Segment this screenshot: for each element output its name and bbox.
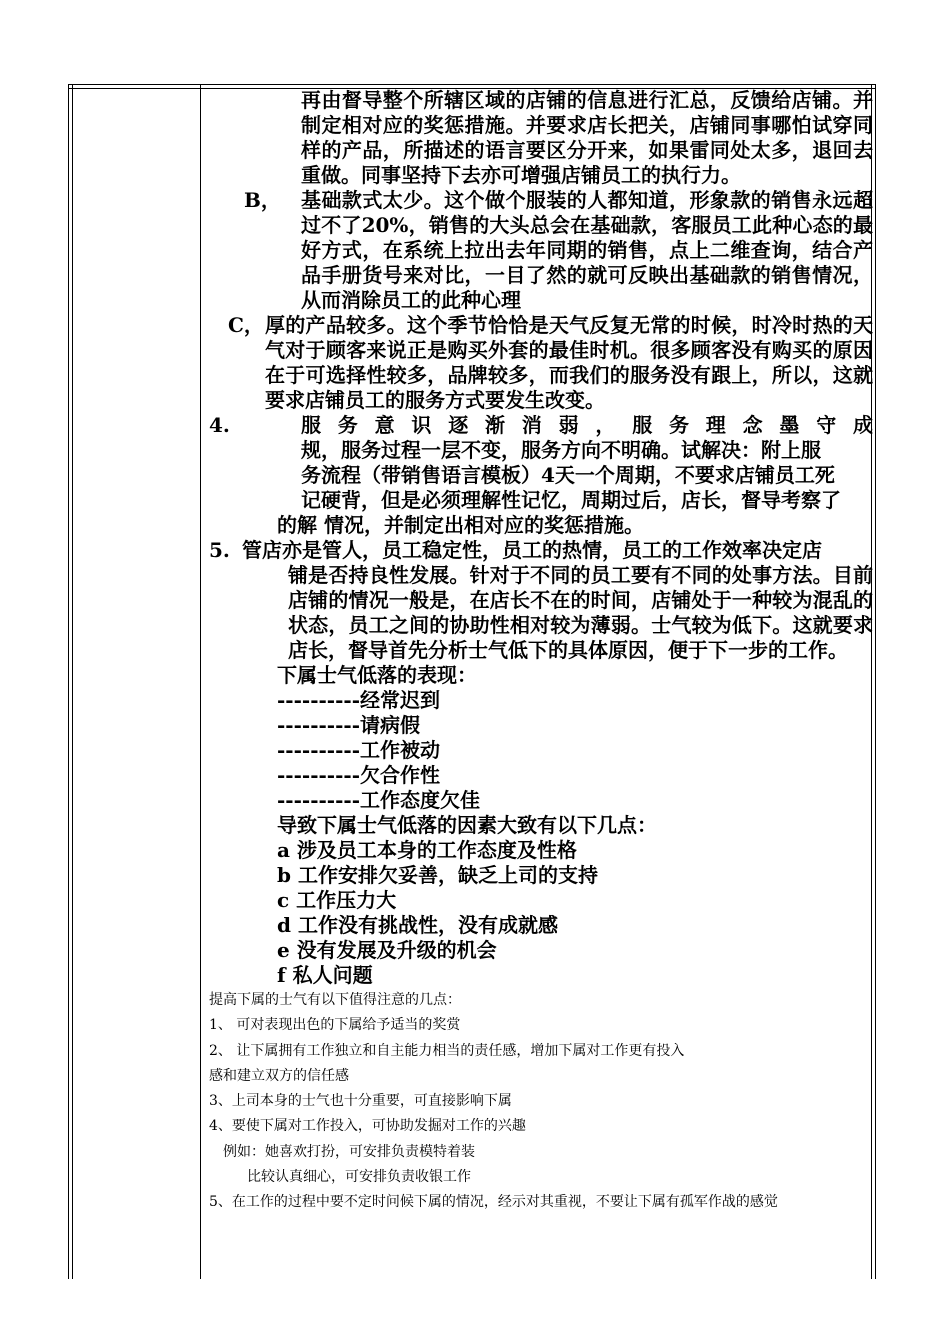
tip-example: 比较认真细心，可安排负责收银工作 xyxy=(247,1169,471,1186)
tip-item: 1、 可对表现出色的下属给予适当的奖赏 xyxy=(209,1017,461,1034)
table-border-right xyxy=(875,84,876,1279)
item-4-line4: 记硬背，但是必须理解性记忆，周期过后，店长，督导考察了 xyxy=(301,488,841,512)
item-c xyxy=(201,313,873,413)
item-b-label: B， xyxy=(244,188,281,212)
tip-item: 4、要使下属对工作投入，可协助发掘对工作的兴趣 xyxy=(209,1118,526,1135)
paragraph-supervisor-summary: 再由督导整个所辖区域的店铺的信息进行汇总，反馈给店铺。并制定相对应的奖惩措施。并要求店长把关，店铺同事哪怕试穿同样的产品，所描述的语言要区分开来，如果雷同处太多，退回去重做。同事坚持下去亦可增强店铺员工的执行力。 xyxy=(301,88,873,187)
list-item: f 私人问题 xyxy=(277,963,373,987)
list-item: ----------欠合作性 xyxy=(277,763,441,787)
tip-item: 感和建立双方的信任感 xyxy=(209,1067,349,1084)
tip-item: 5、在工作的过程中要不定时问候下属的情况，经示对其重视，不要让下属有孤军作战的感觉 xyxy=(209,1194,778,1211)
tip-example: 例如：她喜欢打扮，可安排负责模特着装 xyxy=(223,1143,475,1160)
item-5-rest: 铺是否持良性发展。针对于不同的员工要有不同的处事方法。目前店铺的情况一般是，在店长不在的时间，店铺处于一种较为混乱的状态，员工之间的协助性相对较为薄弱。士气较为低下。这就要求店长，督导首先分析士气低下的具体原因，便于下一步的工作。 xyxy=(288,563,873,662)
item-4-line5: 的解 情况，并制定出相对应的奖惩措施。 xyxy=(277,513,644,537)
item-4-line2: 规，服务过程一层不变，服务方向不明确。试解决：附上服 xyxy=(301,438,821,462)
item-b-text: 基础款式太少。这个做个服装的人都知道，形象款的销售永远超过不了20%，销售的大头总会在基础款，客服员工此种心态的最好方式，在系统上拉出去年同期的销售，点上二维查询，结合产品手册货号来对比，一目了然的就可反映出基础款的销售情况，从而消除员工的此种心理 xyxy=(301,188,873,312)
item-4-line1: 服 务 意 识 逐 渐 消 弱 ， 服 务 理 念 墨 守 成 xyxy=(301,413,873,437)
item-5 xyxy=(201,538,873,563)
document-table xyxy=(68,84,876,1279)
item-c-label: C， xyxy=(228,313,264,337)
tip-item: 3、上司本身的士气也十分重要，可直接影响下属 xyxy=(209,1093,512,1110)
list-item: ----------请病假 xyxy=(277,713,421,737)
factors-title: 导致下属士气低落的因素大致有以下几点： xyxy=(277,813,657,837)
table-border-left-inner xyxy=(72,84,73,1279)
list-item: ----------经常迟到 xyxy=(277,688,441,712)
item-5-line1: 管店亦是管人，员工稳定性，员工的热情，员工的工作效率决定店 xyxy=(242,538,822,562)
tips-section xyxy=(209,988,873,1216)
item-4-line3: 务流程（带销售语言模板）4天一个周期，不要求店铺员工死 xyxy=(301,463,835,487)
list-item: e 没有发展及升级的机会 xyxy=(277,938,497,962)
tip-item: 2、 让下属拥有工作独立和自主能力相当的责任感，增加下属对工作更有投入 xyxy=(209,1042,685,1059)
list-item: ----------工作被动 xyxy=(277,738,441,762)
item-4-label: 4. xyxy=(209,413,230,437)
morale-list xyxy=(201,663,873,988)
item-c-text: 厚的产品较多。这个季节恰恰是天气反复无常的时候，时冷时热的天气对于顾客来说正是购买外套的最佳时机。很多顾客没有购买的原因在于可选择性较多，品牌较多，而我们的服务没有跟上，所以，这就要求店铺员工的服务方式要发生改变。 xyxy=(265,313,873,412)
table-border-left xyxy=(68,84,69,1279)
morale-title: 下属士气低落的表现： xyxy=(277,663,477,687)
list-item: ----------工作态度欠佳 xyxy=(277,788,481,812)
tips-title: 提高下属的士气有以下值得注意的几点： xyxy=(209,992,461,1008)
table-border-top xyxy=(68,84,876,85)
item-5-label: 5. xyxy=(209,538,230,562)
item-b xyxy=(201,188,873,313)
item-4 xyxy=(201,413,873,438)
list-item: d 工作没有挑战性，没有成就感 xyxy=(277,913,558,937)
list-item: b 工作安排欠妥善，缺乏上司的支持 xyxy=(277,863,598,887)
list-item: a 涉及员工本身的工作态度及性格 xyxy=(277,838,577,862)
list-item: c 工作压力大 xyxy=(277,888,397,912)
content-cell xyxy=(201,88,873,1216)
